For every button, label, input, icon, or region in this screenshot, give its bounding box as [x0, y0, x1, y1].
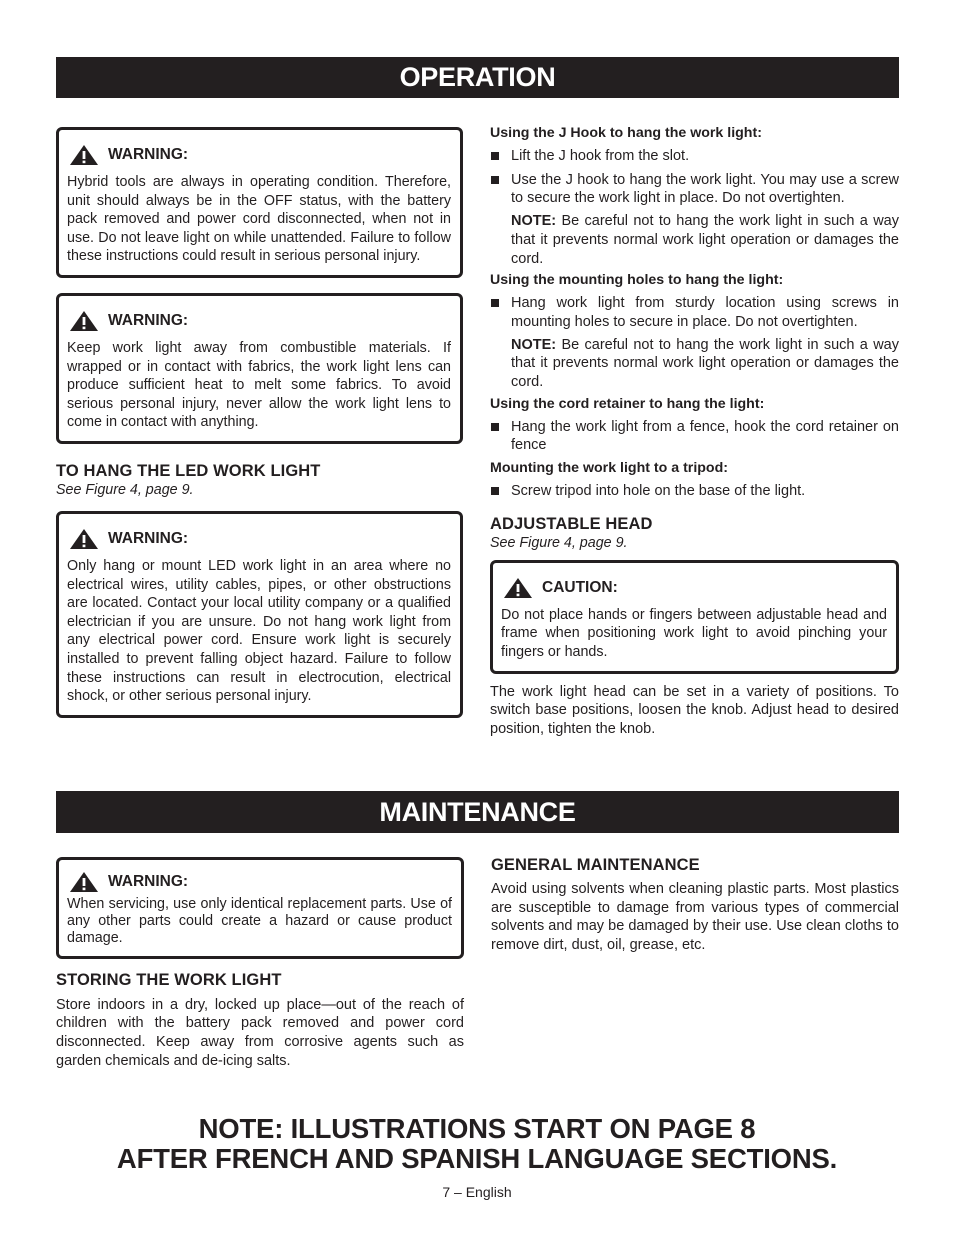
warning-triangle-icon — [69, 528, 99, 550]
page-number: 7 – English — [442, 1184, 512, 1200]
warning-text: When servicing, use only identical replacement parts. Use of any other parts could create a hazard or cause product damage. — [67, 896, 452, 947]
warning-label: WARNING: — [108, 873, 189, 890]
section-title-storing: STORING THE WORK LIGHT — [56, 970, 282, 989]
operation-left-column — [56, 127, 463, 718]
storing-text: Store indoors in a dry, locked up place—out of the reach of children with the battery pack removed and power cord disconnected. Keep away from corrosive agents such as garden chemicals and de-icing salts. — [56, 996, 464, 1069]
warning-box-servicing — [56, 857, 464, 959]
warning-box-combustible — [56, 293, 463, 444]
list-item — [490, 294, 899, 331]
section-title-general: GENERAL MAINTENANCE — [491, 856, 700, 874]
list-item — [490, 418, 899, 455]
maintenance-right-column — [491, 855, 899, 955]
warning-label: WARNING: — [108, 529, 189, 547]
maintenance-banner: MAINTENANCE — [56, 791, 899, 833]
section-title-adjustable-head: ADJUSTABLE HEAD — [490, 514, 653, 533]
bullet-square-icon — [491, 152, 499, 160]
adjustable-head-text: The work light head can be set in a variety of positions. To switch base positions, loosen the knob. Adjust head to desired position, tighten the knob. — [490, 683, 899, 738]
bullet-square-icon — [491, 423, 499, 431]
warning-label: WARNING: — [108, 146, 189, 163]
list-item — [490, 482, 899, 501]
warning-heading — [69, 871, 452, 893]
warning-heading — [69, 528, 451, 550]
operation-banner: OPERATION — [56, 57, 899, 98]
figure-reference: See Figure 4, page 9. — [56, 481, 194, 498]
figure-reference: See Figure 4, page 9. — [490, 534, 628, 551]
bullet-square-icon — [491, 176, 499, 184]
warning-box-mounting — [56, 511, 463, 718]
bullet-square-icon — [491, 487, 499, 495]
note-line: NOTE: ILLUSTRATIONS START ON PAGE 8 — [198, 1113, 756, 1144]
list-item-text: Screw tripod into hole on the base of the light. — [511, 483, 806, 500]
maintenance-left-column — [56, 857, 464, 1070]
note-text: Be careful not to hang the work light in such a way that it prevents normal work light operation or damages the cord. — [511, 213, 899, 267]
list-item-text: Use the J hook to hang the work light. You may use a screw to secure the work light in place. Do not overtighten. — [511, 171, 899, 207]
warning-triangle-icon — [69, 144, 99, 166]
note-label: NOTE: — [511, 336, 557, 353]
warning-box-hybrid — [56, 127, 463, 278]
caution-heading — [503, 577, 887, 599]
subheading-holes: Using the mounting holes to hang the light: — [490, 272, 784, 289]
note-paragraph — [490, 336, 899, 392]
warning-heading — [69, 310, 451, 332]
caution-text: Do not place hands or fingers between adjustable head and frame when positioning work light to avoid pinching your fingers or hands. — [501, 606, 887, 661]
warning-label: WARNING: — [108, 311, 189, 329]
list-item — [490, 171, 899, 208]
caution-triangle-icon — [503, 577, 533, 599]
caution-box — [490, 560, 899, 674]
list-item-text: Lift the J hook from the slot. — [511, 148, 690, 164]
note-line: AFTER FRENCH AND SPANISH LANGUAGE SECTIONS. — [116, 1143, 838, 1174]
warning-triangle-icon — [69, 871, 99, 893]
subheading-retainer: Using the cord retainer to hang the light: — [490, 395, 765, 412]
warning-text: Keep work light away from combustible materials. If wrapped or in contact with fabrics, the work light lens can produce sufficient heat to melt some fabrics. To avoid serious personal injury, never allow the work light lens to come in contact with anything. — [67, 339, 451, 431]
caution-label: CAUTION: — [542, 578, 618, 596]
warning-triangle-icon — [69, 310, 99, 332]
note-label: NOTE: — [511, 213, 557, 230]
warning-heading — [69, 144, 451, 166]
subheading-jhook: Using the J Hook to hang the work light: — [490, 125, 762, 141]
subheading-tripod: Mounting the work light to a tripod: — [490, 460, 728, 477]
list-item-text: Hang the work light from a fence, hook the cord retainer on fence — [511, 418, 899, 454]
list-item — [490, 147, 899, 166]
illustrations-note — [0, 1114, 954, 1174]
bullet-square-icon — [491, 299, 499, 307]
operation-right-column — [490, 124, 899, 739]
note-text: Be careful not to hang the work light in such a way that it prevents normal work light operation or damages the cord. — [511, 336, 899, 391]
warning-text: Only hang or mount LED work light in an area where no electrical wires, utility cables, pipes, or other obstructions are located. Contact your local utility company or a qualified electrician if you are unsure. Do not hang work light from any electrical power cord. Ensure work light is securely installed to prevent falling object hazard. Failure to follow these instructions can result in electrocution, electrical shock, or other serious personal injury. — [67, 557, 451, 705]
note-paragraph — [490, 212, 899, 268]
section-title-hang: TO HANG THE LED WORK LIGHT — [56, 461, 321, 480]
general-text: Avoid using solvents when cleaning plastic parts. Most plastics are susceptible to damage from various types of commercial solvents and may be damaged by their use. Use clean cloths to remove dirt, dust, oil, grease, etc. — [491, 881, 899, 954]
warning-text: Hybrid tools are always in operating condition. Therefore, unit should always be in the OFF status, with the battery pack removed and power cord disconnected, when not in use. Do not leave light on while unattended. Failure to follow these instructions could result in serious personal injury. — [67, 174, 451, 265]
list-item-text: Hang work light from sturdy location using screws in mounting holes to secure in place. Do not overtighten. — [511, 295, 899, 330]
